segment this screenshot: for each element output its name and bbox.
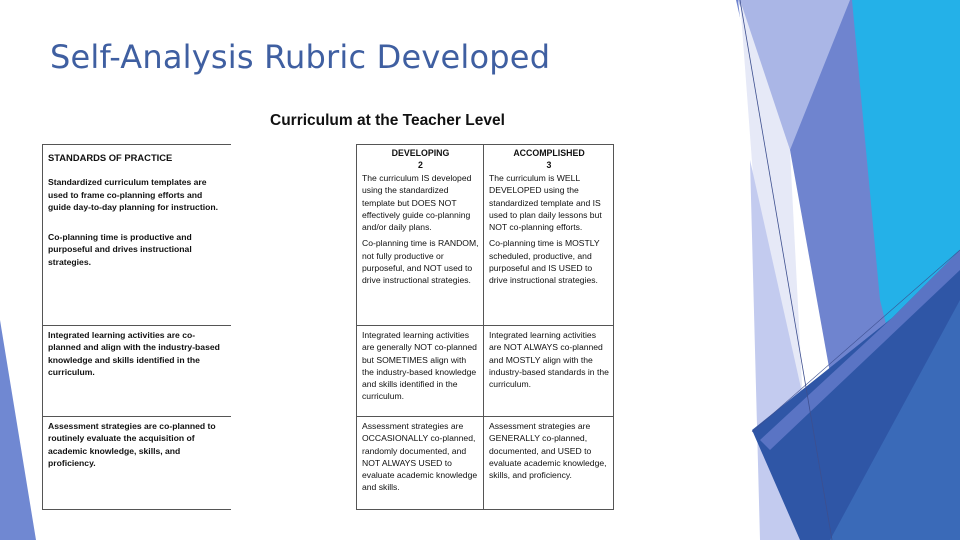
descriptor-text: The curriculum IS developed using the standardized template but DOES NOT effectively guide co-planning and/or daily plans.	[362, 173, 472, 233]
standard-text: Assessment strategies are co-planned to routinely evaluate the acquisition of academic knowledge, skills, and proficiency.	[48, 421, 216, 468]
accomplished-cell-3	[484, 417, 614, 510]
standards-header: STANDARDS OF PRACTICE	[48, 152, 173, 163]
standard-text: Standardized curriculum templates are used to frame co-planning efforts and guide day-to-day planning for instruction.	[48, 177, 218, 212]
rubric-heading: Curriculum at the Teacher Level	[270, 112, 505, 129]
descriptor-text: Integrated learning activities are generally NOT co-planned but SOMETIMES align with the industry-based knowledge and skills identified in the curriculum.	[362, 330, 477, 402]
developing-cell-1	[357, 145, 484, 326]
slide-title: Self-Analysis Rubric Developed	[50, 38, 551, 76]
standards-cell-1	[43, 145, 232, 326]
accomplished-cell-1	[484, 145, 614, 326]
accomplished-score: 3	[546, 160, 552, 170]
developing-cell-2	[357, 326, 484, 417]
descriptor-text: Assessment strategies are OCCASIONALLY co-planned, randomly documented, and NOT ALWAYS USED to evaluate academic knowledge and skills.	[362, 421, 478, 493]
standards-table	[42, 144, 231, 510]
standard-text: Integrated learning activities are co-planned and align with the industry-based knowledge and skills identified in the curriculum.	[48, 330, 220, 377]
developing-cell-3	[357, 417, 484, 510]
descriptor-text: Assessment strategies are GENERALLY co-planned, documented, and USED to evaluate academic knowledge, skills, and proficiency.	[489, 421, 607, 481]
standard-text: Co-planning time is productive and purposeful and drives instructional strategies.	[48, 232, 192, 267]
standards-cell-2	[43, 326, 232, 417]
developing-score: 2	[418, 160, 423, 170]
standards-cell-3	[43, 417, 232, 510]
descriptor-text: Co-planning time is RANDOM, not fully productive or purposeful, and NOT used to drive instructional strategies.	[362, 238, 479, 286]
descriptor-text: Integrated learning activities are NOT ALWAYS co-planned and MOSTLY align with the industry-based standards in the curriculum.	[489, 330, 609, 390]
levels-table	[356, 144, 614, 510]
accomplished-header: ACCOMPLISHED	[513, 148, 585, 158]
descriptor-text: The curriculum is WELL DEVELOPED using the standardized template and IS used to plan daily lessons but NOT co-planning efforts.	[489, 173, 602, 233]
left-edge-shape	[0, 320, 36, 540]
developing-header: DEVELOPING	[391, 148, 450, 158]
accomplished-cell-2	[484, 326, 614, 417]
descriptor-text: Co-planning time is MOSTLY scheduled, productive, and purposeful and IS USED to drive instructional strategies.	[489, 238, 600, 286]
